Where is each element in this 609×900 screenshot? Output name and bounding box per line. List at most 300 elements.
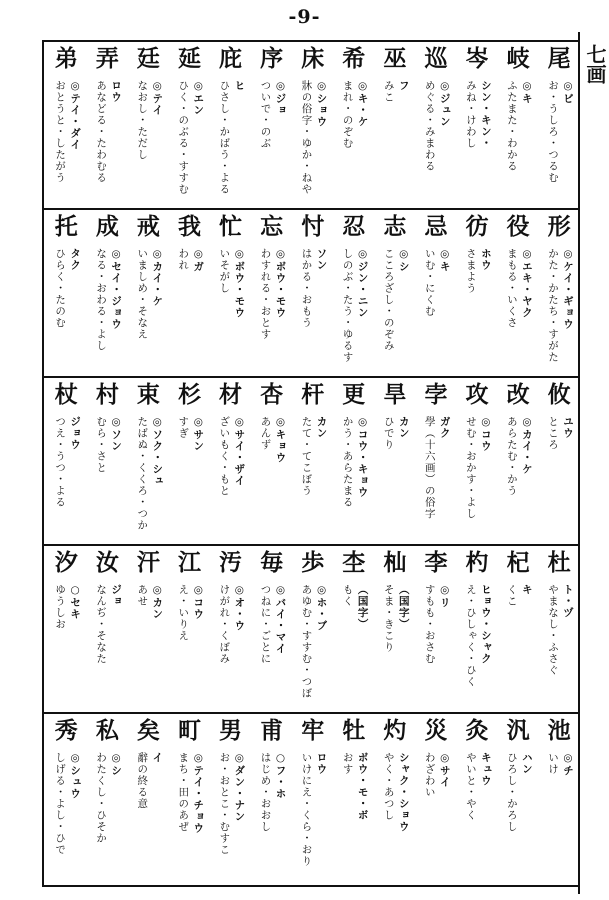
entry-row [44, 378, 578, 544]
kanji-character: 成 [95, 213, 119, 240]
kanji-character: 序 [260, 45, 284, 72]
kanji-readings [382, 584, 410, 706]
kun-reading: いむ・にくむ [423, 248, 436, 317]
kanji-readings [258, 80, 286, 202]
kanji-character: 杆 [301, 381, 325, 408]
kanji-readings [53, 584, 81, 706]
kanji-readings [135, 248, 163, 370]
kun-reading: やく・あつし [382, 752, 395, 821]
on-reading: ◎シ [397, 248, 410, 273]
on-reading: ◎ボウ・モウ [233, 248, 246, 319]
kun-reading: いけにえ・くら・おり [300, 752, 313, 867]
kanji-entry [455, 714, 496, 880]
on-reading: ロウ [110, 80, 123, 103]
kanji-entry [537, 546, 578, 712]
kun-reading: あゆむ・すすむ・つぼ [300, 584, 313, 699]
entry-row [44, 42, 578, 208]
kanji-readings [135, 752, 163, 874]
on-reading: ◎ジュン [438, 80, 451, 128]
kanji-readings [94, 584, 122, 706]
kanji-readings [94, 416, 122, 538]
kanji-character: 江 [177, 549, 201, 576]
entry-row [44, 714, 578, 880]
kun-reading: ひでり [382, 416, 395, 451]
on-reading: ヒョウ・シャク [479, 584, 492, 665]
kun-reading: ゆうしお [54, 584, 67, 630]
kanji-readings [382, 80, 410, 202]
kanji-entry [85, 42, 126, 208]
kanji-entry [496, 42, 537, 208]
kun-reading: もく [341, 584, 354, 607]
kun-reading: みこ [382, 80, 395, 103]
kanji-readings [217, 248, 245, 370]
kanji-entry [44, 42, 85, 208]
kanji-character: 杖 [54, 381, 78, 408]
kun-reading: こころざし・のぞみ [382, 248, 395, 352]
kun-reading: むら・さと [95, 416, 108, 474]
kanji-character: 男 [219, 717, 243, 744]
kanji-entry [455, 378, 496, 544]
kanji-entry [496, 546, 537, 712]
on-reading: ◎ダン・ナン [233, 752, 246, 823]
kanji-entry [167, 714, 208, 880]
kun-reading: おとうと・したがう [54, 80, 67, 184]
on-reading: ガク [438, 416, 451, 439]
kanji-readings [53, 80, 81, 202]
kanji-entry [167, 42, 208, 208]
kanji-entry [414, 42, 455, 208]
kanji-character: 形 [547, 213, 571, 240]
kanji-readings [464, 752, 492, 874]
kanji-entry [332, 714, 373, 880]
kanji-character: 牢 [301, 717, 325, 744]
on-reading: ◎チ [562, 752, 574, 777]
kanji-character: 攸 [547, 381, 571, 408]
kun-reading: なおし・ただし [136, 80, 149, 161]
kun-reading: ひろし・かろし [505, 752, 518, 833]
kanji-readings [135, 416, 163, 538]
on-reading: ハン [520, 752, 533, 775]
kun-reading: まれ・のぞむ [341, 80, 354, 149]
kanji-character: 村 [95, 381, 119, 408]
kanji-entry [249, 546, 290, 712]
kanji-character: 杓 [465, 549, 489, 576]
kun-reading: わすれる・おとす [259, 248, 272, 340]
on-reading: ◎ジン・ニン [356, 248, 369, 319]
kun-reading: くこ [505, 584, 518, 607]
on-reading: ◎バイ・マイ [274, 584, 287, 655]
kanji-character: 杉 [177, 381, 201, 408]
kanji-entry [537, 378, 578, 544]
kanji-entry [85, 714, 126, 880]
kanji-readings [300, 752, 328, 874]
kun-reading: みね・けわし [464, 80, 477, 149]
on-reading: （国字） [356, 584, 369, 630]
kun-reading: やいと・やく [464, 752, 477, 821]
kanji-entry [85, 546, 126, 712]
on-reading: ト・ヅ [562, 584, 574, 619]
kanji-character: 灸 [465, 717, 489, 744]
kanji-entry [85, 378, 126, 544]
on-reading: ◎セイ・ジョウ [110, 248, 123, 330]
on-reading: カン [397, 416, 410, 439]
kanji-readings [341, 80, 369, 202]
on-reading: ◎キョウ [274, 416, 287, 464]
kun-reading: あせ [136, 584, 149, 607]
kun-reading: わたくし・ひそか [95, 752, 108, 844]
kanji-character: 戒 [136, 213, 160, 240]
kanji-readings [217, 80, 245, 202]
kanji-readings [176, 752, 204, 874]
on-reading: キ [520, 584, 533, 596]
kanji-readings [505, 248, 533, 370]
kanji-character: 忖 [301, 213, 325, 240]
kanji-entry [414, 378, 455, 544]
kanji-character: 汗 [136, 549, 160, 576]
kanji-entry [373, 210, 414, 376]
kanji-entry [455, 546, 496, 712]
kanji-readings [176, 584, 204, 706]
kanji-character: 私 [95, 717, 119, 744]
on-reading: ◎コウ [479, 416, 492, 452]
on-reading: タク [69, 248, 82, 271]
kanji-readings [176, 416, 204, 538]
on-reading: ロウ [315, 752, 328, 775]
on-reading: （国字） [397, 584, 410, 630]
kun-reading: つえ・うつ・よる [54, 416, 67, 508]
kanji-character: 延 [177, 45, 201, 72]
kanji-entry [167, 546, 208, 712]
kun-reading: あらたむ・かう [505, 416, 518, 497]
kanji-entry [373, 42, 414, 208]
kanji-entry [126, 546, 167, 712]
kanji-readings [423, 752, 451, 874]
on-reading: ◎キ [438, 248, 451, 273]
kanji-character: 巫 [383, 45, 407, 72]
kanji-character: 希 [342, 45, 366, 72]
kanji-character: 秀 [54, 717, 78, 744]
kanji-readings [300, 80, 328, 202]
kun-reading: たばぬ・くくろ・つか [136, 416, 149, 531]
kanji-readings [464, 80, 492, 202]
kanji-entry [44, 378, 85, 544]
kanji-entry [290, 210, 331, 376]
kanji-character: 旱 [383, 381, 407, 408]
kanji-entry [85, 210, 126, 376]
kanji-character: 汐 [54, 549, 78, 576]
kun-reading: 學（十六画）の俗字 [423, 416, 436, 520]
on-reading: シン・キン・ [479, 80, 492, 149]
kun-reading: ふたまた・わかる [505, 80, 518, 172]
kun-reading: あんず [259, 416, 272, 451]
on-reading: ◎テイ・ダイ [69, 80, 82, 151]
kun-reading: かう・あらたまる [341, 416, 354, 508]
kanji-character: 牡 [342, 717, 366, 744]
kanji-entry [290, 378, 331, 544]
on-reading: ◎ホ・ブ [315, 584, 328, 632]
kanji-readings [217, 752, 245, 874]
kun-reading: ざいもく・もと [218, 416, 231, 497]
entry-row [44, 210, 578, 376]
kanji-readings [464, 248, 492, 370]
kanji-entry [455, 42, 496, 208]
kanji-character: 忘 [260, 213, 284, 240]
kanji-readings [176, 248, 204, 370]
kanji-readings [53, 416, 81, 538]
on-reading: ◎リ [438, 584, 451, 609]
kun-reading: お・うしろ・つるむ [547, 80, 559, 184]
kun-reading: お・おとこ・むすこ [218, 752, 231, 856]
kun-reading: はじめ・おおし [259, 752, 272, 833]
on-reading: ◎ビ [562, 80, 574, 105]
on-reading: ◎サン [192, 416, 205, 452]
kanji-entry [167, 378, 208, 544]
kun-reading: たて・てこぼう [300, 416, 313, 497]
on-reading: ユウ [562, 416, 574, 439]
kanji-entry [537, 42, 578, 208]
kanji-readings [217, 584, 245, 706]
kanji-readings [423, 80, 451, 202]
kanji-character: 李 [424, 549, 448, 576]
kanji-entry [44, 546, 85, 712]
kanji-readings [505, 584, 533, 706]
side-rule [578, 32, 580, 894]
kanji-readings [135, 584, 163, 706]
kanji-entry [332, 378, 373, 544]
on-reading: ◎テイ・チョウ [192, 752, 205, 834]
kanji-character: 町 [177, 717, 201, 744]
kanji-character: 灼 [383, 717, 407, 744]
kun-reading: いそがし [218, 248, 231, 294]
kanji-readings [135, 80, 163, 202]
kanji-character: 杢 [342, 549, 366, 576]
kanji-character: 歩 [301, 549, 325, 576]
kun-reading: 牀の俗字・ゆか・ねや [300, 80, 313, 195]
kanji-entry [414, 546, 455, 712]
kanji-character: 杏 [260, 381, 284, 408]
kanji-character: 忌 [424, 213, 448, 240]
kanji-entry [414, 714, 455, 880]
kanji-entry [373, 714, 414, 880]
on-reading: シャク・ショウ [397, 752, 410, 833]
on-reading: ◎サイ [438, 752, 451, 788]
kanji-entry [537, 714, 578, 880]
kun-reading: ひく・のぶる・すすむ [177, 80, 190, 195]
on-reading: ◎カン [151, 584, 164, 620]
kanji-readings [176, 80, 204, 202]
kanji-character: 志 [383, 213, 407, 240]
page-number: -9- [288, 6, 321, 28]
kanji-character: 攻 [465, 381, 489, 408]
kanji-entry [249, 714, 290, 880]
kun-reading: せむ・おかす・よし [464, 416, 477, 520]
on-reading: ◎カイ・ケ [151, 248, 164, 307]
kanji-readings [300, 584, 328, 706]
kanji-entry [290, 546, 331, 712]
kanji-entry [332, 546, 373, 712]
kanji-readings [505, 80, 533, 202]
kanji-readings [300, 416, 328, 538]
on-reading: ◎エキ・ヤク [520, 248, 533, 319]
kanji-character: 矣 [136, 717, 160, 744]
section-label: 七画 [583, 44, 607, 84]
on-reading: ◎ケイ・ギョウ [562, 248, 574, 330]
kanji-readings [546, 80, 574, 202]
kanji-readings [94, 80, 122, 202]
kun-reading: え・いりえ [177, 584, 190, 642]
kanji-readings [546, 752, 574, 874]
kanji-entry [496, 210, 537, 376]
kun-reading: そま・きこり [382, 584, 395, 653]
kanji-readings [258, 416, 286, 538]
kanji-readings [341, 248, 369, 370]
kun-reading: あなどる・たわむる [95, 80, 108, 184]
kun-reading: めぐる・みまわる [423, 80, 436, 172]
kanji-entry [290, 714, 331, 880]
on-reading: ヒ [233, 80, 246, 92]
kanji-readings [505, 752, 533, 874]
on-reading: カン [315, 416, 328, 439]
kanji-entry [373, 546, 414, 712]
kanji-readings [341, 752, 369, 874]
kanji-readings [464, 416, 492, 538]
kanji-entry [249, 378, 290, 544]
kun-reading: われ [177, 248, 190, 271]
kanji-entry [208, 714, 249, 880]
kanji-entry [455, 210, 496, 376]
kanji-entry [373, 378, 414, 544]
on-reading: ◎ジョ [274, 80, 287, 116]
kanji-character: 忍 [342, 213, 366, 240]
kun-reading: すもも・おさむ [423, 584, 436, 665]
on-reading: イ [151, 752, 164, 764]
kanji-entry [208, 210, 249, 376]
kun-reading: かた・かたち・すがた [547, 248, 559, 363]
kun-reading: なる・おわる・よし [95, 248, 108, 352]
kanji-entry [126, 210, 167, 376]
on-reading: ○セキ [69, 584, 82, 620]
kanji-readings [382, 248, 410, 370]
on-reading: ◎ソン [110, 416, 123, 452]
kanji-entry [126, 42, 167, 208]
kanji-readings [94, 248, 122, 370]
kun-reading: しげる・よし・ひで [54, 752, 67, 856]
kanji-readings [258, 248, 286, 370]
kanji-character: 杞 [506, 549, 530, 576]
kun-reading: やまなし・ふさぐ [547, 584, 559, 676]
on-reading: ◎ショウ [315, 80, 328, 128]
on-reading: ◎シュウ [69, 752, 82, 800]
kanji-character: 彷 [465, 213, 489, 240]
kanji-readings [546, 416, 574, 538]
kanji-entry [249, 210, 290, 376]
kanji-entry [126, 714, 167, 880]
kanji-character: 役 [506, 213, 530, 240]
kanji-readings [53, 752, 81, 874]
on-reading: ◎シ [110, 752, 123, 777]
kun-reading: おす [341, 752, 354, 775]
kanji-readings [546, 584, 574, 706]
kanji-character: 杣 [383, 549, 407, 576]
kanji-character: 汝 [95, 549, 119, 576]
kanji-character: 汚 [219, 549, 243, 576]
kanji-readings [505, 416, 533, 538]
kun-reading: いましめ・そなえ [136, 248, 149, 340]
kanji-readings [53, 248, 81, 370]
kun-reading: なんぢ・そなた [95, 584, 108, 665]
kanji-character: 岑 [465, 45, 489, 72]
kanji-readings [258, 752, 286, 874]
kanji-entry [496, 714, 537, 880]
kanji-character: 我 [177, 213, 201, 240]
kanji-character: 庇 [219, 45, 243, 72]
on-reading: ◎コウ・キョウ [356, 416, 369, 498]
on-reading: ◎テイ [151, 80, 164, 116]
kanji-character: 杜 [547, 549, 571, 576]
on-reading: キュウ [479, 752, 492, 787]
on-reading: ◎ソク・シュ [151, 416, 164, 487]
kanji-character: 弄 [95, 45, 119, 72]
kanji-entry [126, 378, 167, 544]
kun-reading: さまよう [464, 248, 477, 294]
kanji-character: 材 [219, 381, 243, 408]
on-reading: ジョ [110, 584, 123, 607]
on-reading: ソン [315, 248, 328, 271]
kanji-character: 改 [506, 381, 530, 408]
on-reading: ◎オ・ウ [233, 584, 246, 632]
kanji-readings [423, 416, 451, 538]
kanji-readings [546, 248, 574, 370]
kun-reading: すぎ [177, 416, 190, 439]
kanji-character: 甫 [260, 717, 284, 744]
kanji-entry [208, 378, 249, 544]
kanji-readings [423, 584, 451, 706]
kanji-entry [496, 378, 537, 544]
kanji-character: 忙 [219, 213, 243, 240]
kun-reading: ひさし・かばう・よる [218, 80, 231, 195]
kanji-readings [341, 416, 369, 538]
kun-reading: いけ [547, 752, 559, 775]
kanji-readings [382, 416, 410, 538]
kanji-character: 尾 [547, 45, 571, 72]
kanji-readings [423, 248, 451, 370]
kanji-readings [300, 248, 328, 370]
entry-row [44, 546, 578, 712]
kanji-character: 更 [342, 381, 366, 408]
kanji-character: 孛 [424, 381, 448, 408]
kun-reading: ところ [547, 416, 559, 451]
on-reading: ◎キ・ケ [356, 80, 369, 128]
kanji-entry [537, 210, 578, 376]
on-reading: フ [397, 80, 410, 92]
on-reading: ◎ボウ・モウ [274, 248, 287, 319]
kun-reading: はかる・おもう [300, 248, 313, 329]
kanji-readings [94, 752, 122, 874]
kanji-character: 池 [547, 717, 571, 744]
kanji-character: 廷 [136, 45, 160, 72]
kanji-entry [208, 546, 249, 712]
kanji-readings [464, 584, 492, 706]
on-reading: ◎カイ・ケ [520, 416, 533, 475]
kanji-entry [44, 714, 85, 880]
on-reading: ◎サイ・ザイ [233, 416, 246, 487]
kun-reading: まち・田のあぜ [177, 752, 190, 833]
kun-reading: え・ひしゃく・ひく [464, 584, 477, 688]
kun-reading: しのぶ・たう・ゆるす [341, 248, 354, 363]
kanji-entry [208, 42, 249, 208]
kanji-character: 巡 [424, 45, 448, 72]
kun-reading: ひらく・たのむ [54, 248, 67, 329]
